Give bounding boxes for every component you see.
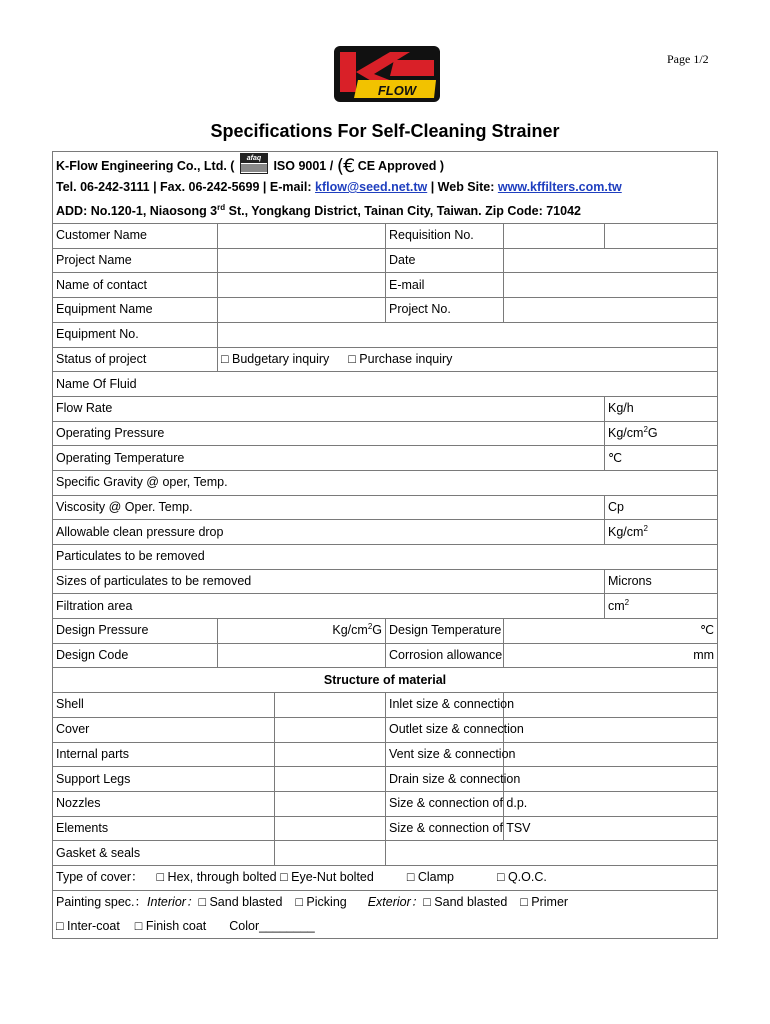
label-equipment-name: Equipment Name: [53, 298, 218, 323]
contact-line: [53, 176, 718, 200]
label-nozzles: Nozzles: [53, 791, 275, 816]
kflow-logo-icon: [334, 46, 440, 102]
eye-nut-bolted-checkbox[interactable]: □ Eye-Nut bolted: [280, 870, 374, 885]
spec-form: [52, 151, 718, 939]
interior-sand-blasted-checkbox[interactable]: □ Sand blasted: [198, 894, 283, 909]
field-outlet-size[interactable]: [504, 717, 718, 742]
label-interior: Interior：: [147, 894, 199, 909]
label-cover-type: Type of cover：: [56, 870, 144, 885]
unit-operating-temperature: ℃: [605, 446, 718, 471]
primer-checkbox[interactable]: □ Primer: [520, 894, 569, 909]
purchase-inquiry-checkbox[interactable]: □ Purchase inquiry: [348, 351, 453, 366]
label-design-temperature: Design Temperature: [386, 619, 504, 644]
company-header: [53, 152, 718, 176]
logo-word: FLOW: [377, 83, 417, 98]
label-corrosion-allowance: Corrosion allowance: [386, 643, 504, 668]
color-field[interactable]: Color________: [229, 918, 315, 933]
field-internal-parts[interactable]: [275, 742, 386, 767]
label-shell: Shell: [53, 693, 275, 718]
unit-viscosity: Cp: [605, 495, 718, 520]
field-inlet-size[interactable]: [504, 693, 718, 718]
label-customer-name: Customer Name: [53, 224, 218, 249]
label-flow-rate: Flow Rate: [53, 396, 605, 421]
finish-coat-checkbox[interactable]: □ Finish coat: [134, 918, 207, 933]
budgetary-inquiry-checkbox[interactable]: □ Budgetary inquiry: [221, 351, 330, 366]
label-operating-temperature: Operating Temperature: [53, 446, 605, 471]
field-customer-name[interactable]: [218, 224, 386, 249]
field-support-legs[interactable]: [275, 767, 386, 792]
unit-flow-rate: Kg/h: [605, 396, 718, 421]
field-nozzles[interactable]: [275, 791, 386, 816]
label-support-legs: Support Legs: [53, 767, 275, 792]
unit-particulate-sizes: Microns: [605, 569, 718, 594]
field-date[interactable]: [504, 248, 718, 273]
iso-label: ISO 9001 /: [273, 159, 334, 174]
status-options: [218, 347, 718, 372]
label-elements: Elements: [53, 816, 275, 841]
label-operating-pressure: Operating Pressure: [53, 421, 605, 446]
kflow-logo: [334, 46, 440, 102]
label-exterior: Exterior：: [367, 894, 424, 909]
field-tsv-connection[interactable]: [504, 816, 718, 841]
blank-cell: [605, 224, 718, 249]
website-link[interactable]: www.kffilters.com.tw: [497, 180, 622, 195]
label-filtration-area: Filtration area: [53, 594, 605, 619]
ce-mark-icon: (€: [336, 155, 355, 178]
tel-fax: Tel. 06-242-3111 | Fax. 06-242-5699 | E-mail:: [56, 180, 316, 195]
page-number: Page 1/2: [667, 52, 709, 66]
label-drain-size: Drain size & connection: [386, 767, 504, 792]
label-particulate-sizes: Sizes of particulates to be removed: [53, 569, 605, 594]
hex-bolted-checkbox[interactable]: □ Hex, through bolted: [156, 870, 277, 885]
field-drain-size[interactable]: [504, 767, 718, 792]
field-vent-size[interactable]: [504, 742, 718, 767]
unit-corrosion-allowance: mm: [504, 643, 718, 668]
clamp-checkbox[interactable]: □ Clamp: [406, 870, 454, 885]
label-vent-size: Vent size & connection: [386, 742, 504, 767]
unit-pressure-drop: $Kg/cm^2$: [605, 520, 718, 545]
page-title: Specifications For Self-Cleaning Strainer: [210, 121, 560, 141]
label-cover: Cover: [53, 717, 275, 742]
address-line: ADD: No.120-1, Niaosong 3rd St., Yongkang District, Tainan City, Taiwan. Zip Code: 71042: [53, 199, 718, 223]
label-requisition-no: Requisition No.: [386, 224, 504, 249]
label-design-code: Design Code: [53, 643, 218, 668]
unit-filtration-area: $cm^2$: [605, 594, 718, 619]
label-status-of-project: Status of project: [53, 347, 218, 372]
field-project-no[interactable]: [504, 298, 718, 323]
label-date: Date: [386, 248, 504, 273]
afaq-cert-icon: afaq: [240, 153, 268, 174]
field-equipment-name[interactable]: [218, 298, 386, 323]
structure-title: Structure of material: [53, 668, 718, 693]
picking-checkbox[interactable]: □ Picking: [295, 894, 347, 909]
company-name: K-Flow Engineering Co., Ltd. (: [56, 159, 235, 174]
painting-spec-row: [53, 890, 718, 914]
field-gasket-seals[interactable]: [275, 841, 386, 866]
coat-row: [53, 914, 718, 938]
field-email[interactable]: [504, 273, 718, 298]
label-email: E-mail: [386, 273, 504, 298]
field-requisition-no[interactable]: [504, 224, 605, 249]
field-shell[interactable]: [275, 693, 386, 718]
label-equipment-no: Equipment No.: [53, 322, 218, 347]
label-outlet-size: Outlet size & connection: [386, 717, 504, 742]
label-project-name: Project Name: [53, 248, 218, 273]
blank-cell: [386, 841, 718, 866]
label-dp-connection: Size & connection of d.p.: [386, 791, 504, 816]
field-dp-connection[interactable]: [504, 791, 718, 816]
email-link[interactable]: kflow@seed.net.tw: [315, 180, 428, 195]
web-label: | Web Site:: [427, 180, 498, 195]
label-name-of-contact: Name of contact: [53, 273, 218, 298]
label-specific-gravity: Specific Gravity @ oper, Temp.: [53, 470, 718, 495]
unit-design-pressure: $Kg/cm^2G$: [218, 619, 386, 644]
label-gasket-seals: Gasket & seals: [53, 841, 275, 866]
label-inlet-size: Inlet size & connection: [386, 693, 504, 718]
label-tsv-connection: Size & connection of TSV: [386, 816, 504, 841]
field-name-of-contact[interactable]: [218, 273, 386, 298]
exterior-sand-blasted-checkbox[interactable]: □ Sand blasted: [423, 894, 508, 909]
label-particulates: Particulates to be removed: [53, 545, 718, 570]
field-elements[interactable]: [275, 816, 386, 841]
field-design-code[interactable]: [218, 643, 386, 668]
field-cover[interactable]: [275, 717, 386, 742]
field-equipment-no[interactable]: [218, 322, 718, 347]
label-internal-parts: Internal parts: [53, 742, 275, 767]
label-name-of-fluid: Name Of Fluid: [53, 372, 718, 397]
unit-design-temperature: ℃: [504, 619, 718, 644]
label-pressure-drop: Allowable clean pressure drop: [53, 520, 605, 545]
ce-approved-label: CE Approved ): [357, 159, 445, 174]
label-painting-spec: Painting spec.：: [56, 894, 148, 909]
unit-operating-pressure: $Kg/cm^2G$: [605, 421, 718, 446]
qoc-checkbox[interactable]: □ Q.O.C.: [496, 870, 547, 885]
inter-coat-checkbox[interactable]: □ Inter-coat: [56, 918, 120, 933]
field-project-name[interactable]: [218, 248, 386, 273]
cover-type-row: [53, 865, 718, 890]
label-viscosity: Viscosity @ Oper. Temp.: [53, 495, 605, 520]
label-design-pressure: Design Pressure: [53, 619, 218, 644]
label-project-no: Project No.: [386, 298, 504, 323]
